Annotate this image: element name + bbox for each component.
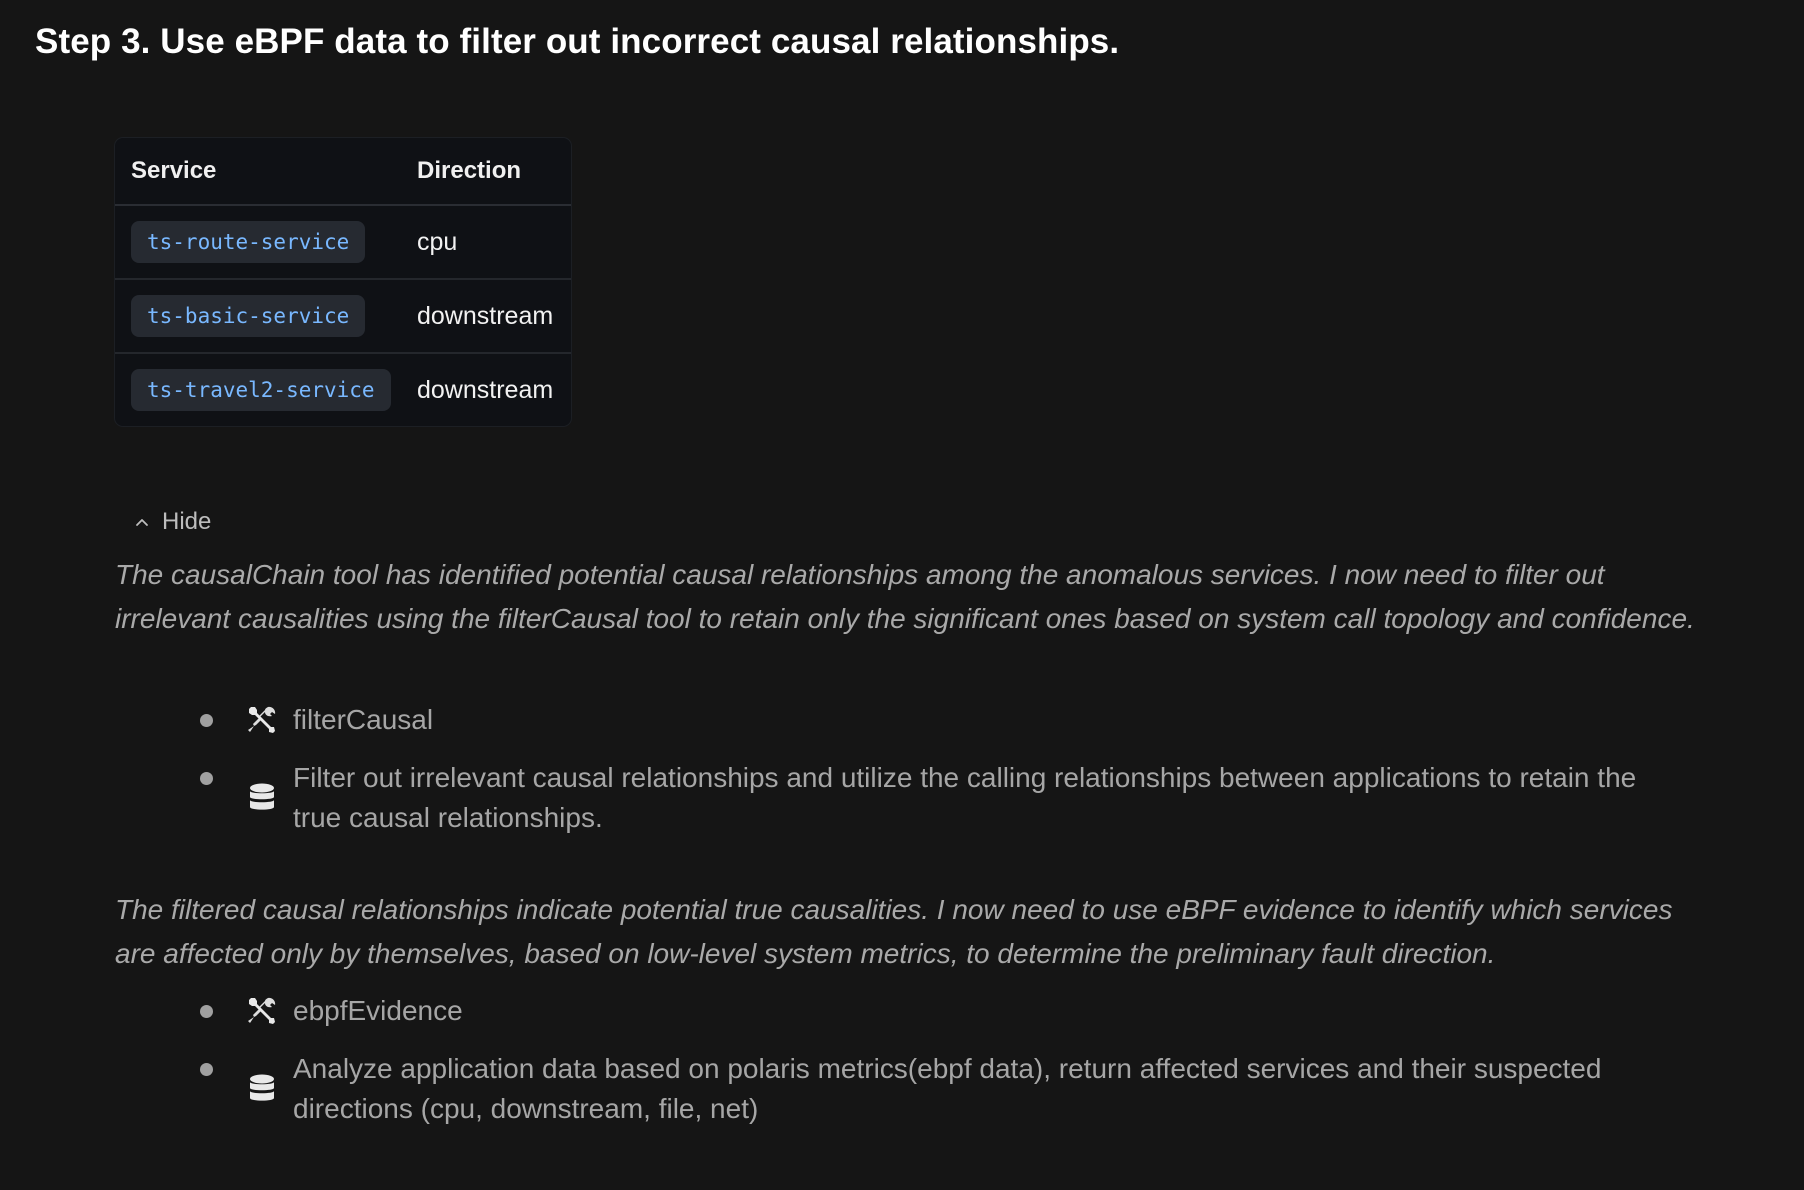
column-header-service: Service [115, 138, 401, 205]
hide-toggle-label: Hide [162, 508, 212, 535]
reasoning-text: The causalChain tool has identified potential causal relationships among the anomalous services. I now need to filter out irrelevant causalities using the filterCausal tool to retain only the significant ones based on system call topology and confidence. [115, 559, 1695, 634]
table-header-row [115, 138, 571, 205]
service-code: ts-route-service [131, 221, 365, 263]
list-item-description [200, 758, 1680, 838]
database-icon [246, 782, 278, 814]
service-cell [115, 353, 401, 426]
tool-call-list [200, 991, 1680, 1147]
hide-toggle-button[interactable] [134, 508, 211, 536]
list-item-description [200, 1049, 1680, 1129]
tool-name: filterCausal [293, 704, 434, 735]
reasoning-text: The filtered causal relationships indicate potential true causalities. I now need to use eBPF evidence to identify which services are affected only by themselves, based on low-level system metrics, to determine the preliminary fault direction. [115, 894, 1673, 969]
table-row [115, 353, 571, 426]
table-row [115, 279, 571, 353]
direction-cell: downstream [417, 375, 554, 404]
service-cell [115, 205, 401, 279]
chevron-up-icon [134, 514, 150, 530]
step-title: Step 3. Use eBPF data to filter out incorrect causal relationships. [35, 22, 1120, 61]
bullet-dot [200, 1005, 213, 1018]
service-code: ts-travel2-service [131, 369, 391, 411]
tool-name: ebpfEvidence [293, 995, 463, 1026]
service-direction-table [115, 138, 571, 426]
tool-description: Filter out irrelevant causal relationships and utilize the calling relationships between applications to retain the true causal relationships. [293, 762, 1637, 833]
bullet-dot [200, 714, 213, 727]
tools-icon [246, 704, 278, 736]
database-icon [246, 1073, 278, 1105]
list-item-tool [200, 700, 1680, 740]
bullet-dot [200, 1063, 213, 1076]
direction-cell: cpu [401, 205, 571, 279]
service-code: ts-basic-service [131, 295, 365, 337]
tool-description: Analyze application data based on polaris metrics(ebpf data), return affected services and their suspected directions (cpu, downstream, file, net) [293, 1053, 1602, 1124]
tool-call-list [200, 700, 1680, 856]
service-cell [115, 279, 401, 353]
direction-cell: downstream [401, 279, 571, 353]
tools-icon [246, 995, 278, 1027]
bullet-dot [200, 772, 213, 785]
list-item-tool [200, 991, 1680, 1031]
table-row [115, 205, 571, 279]
column-header-direction: Direction [401, 138, 571, 205]
